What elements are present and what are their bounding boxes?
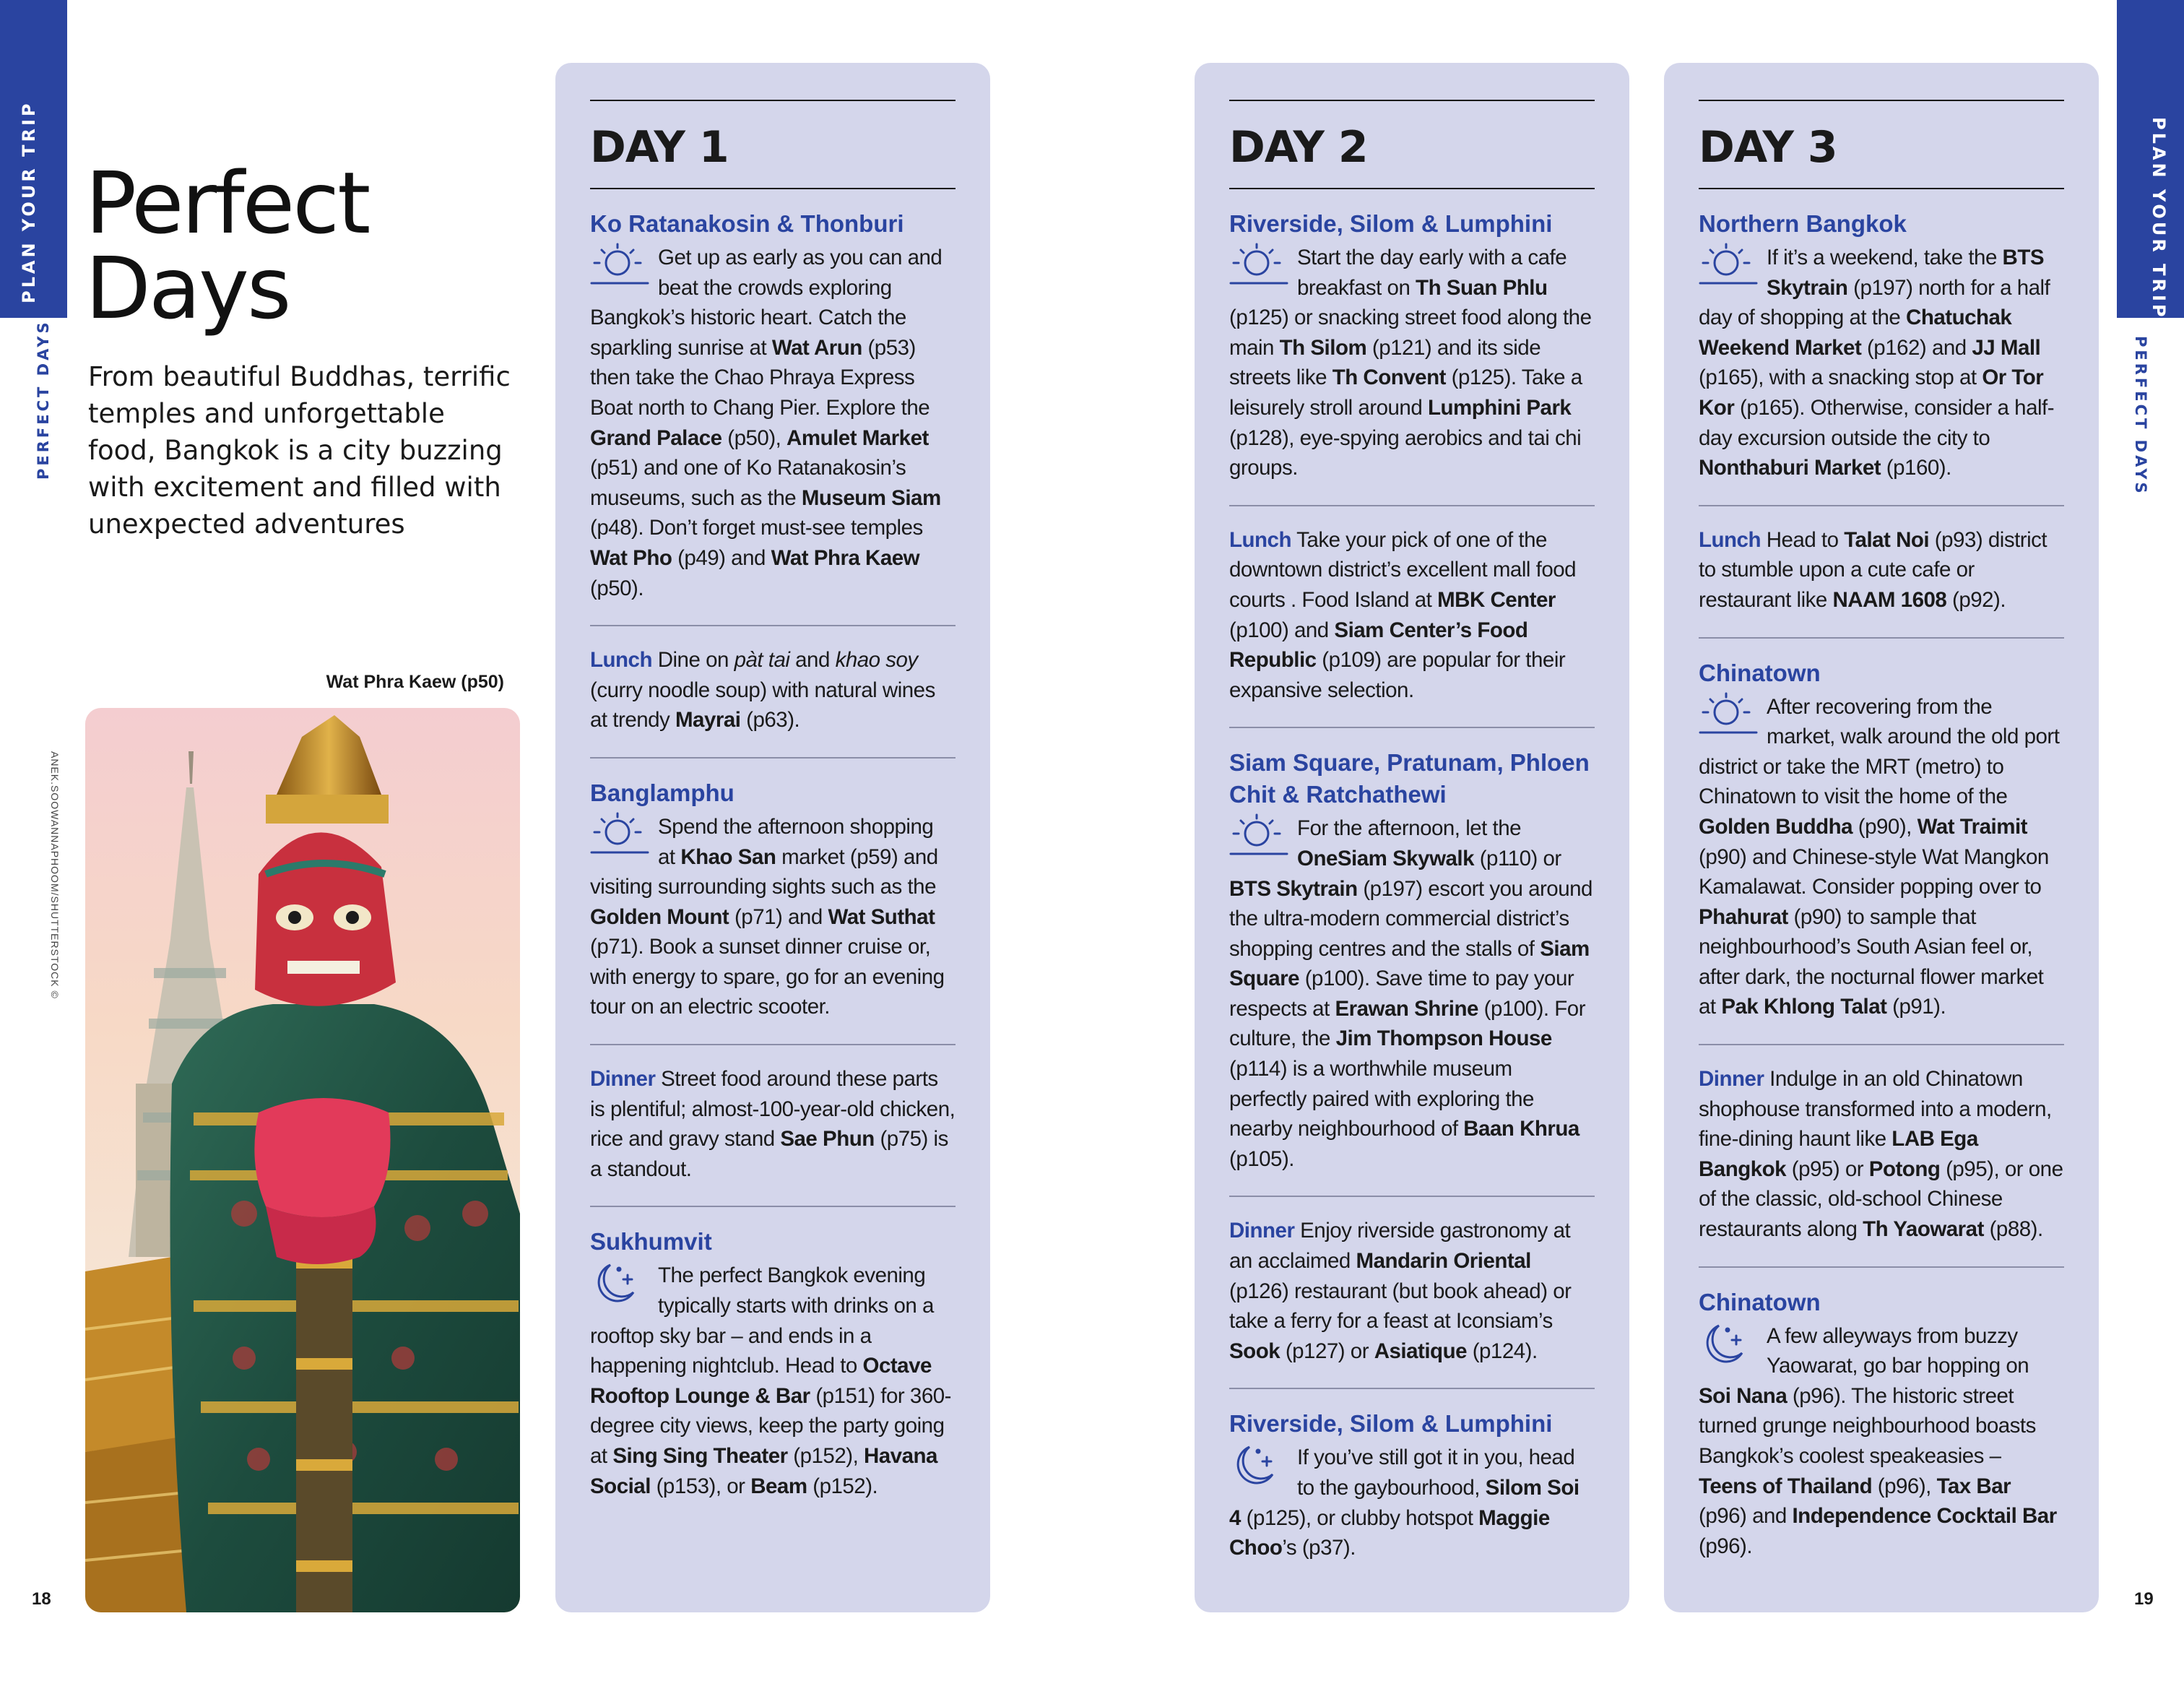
meal-section	[1229, 506, 1595, 729]
itinerary-section	[1699, 639, 2064, 1046]
sun-icon	[590, 241, 649, 288]
sun-icon	[1229, 241, 1288, 288]
sun-icon	[1229, 812, 1288, 858]
itinerary-section	[590, 189, 956, 626]
sun-icon	[590, 811, 649, 857]
itinerary-section	[1699, 189, 2064, 506]
meal-section	[1699, 506, 2064, 639]
area-heading: Northern Bangkok	[1699, 210, 1907, 237]
day-heading: DAY 1	[590, 101, 956, 189]
section-text: A few alleyways from buzzy Yaowarat, go bar hopping on Soi Nana (p96). The historic street turned grunge neighbourhood boasts Bangkok’s coolest speakeasies – Teens of Thailand (p96), Tax Bar (p96) and Independence Cocktail Bar (p96).	[1699, 1321, 2064, 1562]
left-section-tab	[0, 0, 67, 318]
section-text: Start the day early with a cafe breakfast on Th Suan Phlu (p125) or snacking street food along the main Th Silom (p121) and its side streets like Th Convent (p125). Take a leisurely stroll around Lumphini Park (p128), eye-spying aerobics and tai chi groups.	[1229, 243, 1595, 483]
area-heading: Riverside, Silom & Lumphini	[1229, 1410, 1553, 1438]
meal-section	[590, 626, 956, 759]
page-number-right: 19	[2134, 1589, 2154, 1609]
meal-label: Dinner	[590, 1067, 656, 1092]
section-text: Lunch Dine on pàt tai and khao soy (curry noodle soup) with natural wines at trendy Mayrai (p63).	[590, 648, 935, 733]
area-heading: Chinatown	[1699, 659, 1821, 686]
day-2-panel	[1195, 63, 1629, 1612]
section-text: If it’s a weekend, take the BTS Skytrain (p197) north for a half day of shopping at the Chatuchak Weekend Market (p162) and JJ Mall (p165), with a snacking stop at Or Tor Kor (p165). Otherwise, consider a half-day excursion outside the city to Nonthaburi Market (p160).	[1699, 243, 2064, 483]
meal-section	[590, 1045, 956, 1207]
area-heading: Sukhumvit	[590, 1228, 712, 1256]
area-heading: Ko Ratanakosin & Thonburi	[590, 210, 904, 237]
section-text: Lunch Take your pick of one of the downtown district’s excellent mall food courts . Food Island at MBK Center (p100) and Siam Center’s Food Republic (p109) are popular for their expansive selection.	[1229, 527, 1577, 702]
photo-caption: Wat Phra Kaew (p50)	[326, 672, 504, 692]
wat-phra-kaew-photo	[85, 708, 520, 1612]
day-2-content	[1229, 100, 1595, 1585]
day-heading: DAY 3	[1699, 101, 2064, 189]
area-heading: Riverside, Silom & Lumphini	[1229, 210, 1553, 237]
meal-label: Lunch	[1229, 527, 1291, 552]
left-tab-label: PLAN YOUR TRIP	[19, 100, 39, 303]
intro-text: From beautiful Buddhas, terrific temples and unforgettable food, Bangkok is a city buzzing with excitement and filled with unexpected adventures	[88, 361, 511, 540]
itinerary-section	[1699, 1268, 2064, 1583]
section-text: Lunch Head to Talat Noi (p93) district to stumble upon a cute cafe or restaurant like NAAM 1608 (p92).	[1699, 527, 2048, 612]
day-3-content	[1699, 100, 2064, 1583]
section-text: Dinner Enjoy riverside gastronomy at an acclaimed Mandarin Oriental (p126) restaurant (but book ahead) or take a ferry for a feast at Iconsiam’s Sook (p127) or Asiatique (p124).	[1229, 1219, 1572, 1363]
right-chapter-label: PERFECT DAYS	[2132, 336, 2149, 496]
section-text: Dinner Indulge in an old Chinatown shophouse transformed into a modern, fine-dining haunt like LAB Ega Bangkok (p95) or Potong (p95), or one of the classic, old-school Chinese restaurants along Th Yaowarat (p88).	[1699, 1067, 2063, 1242]
meal-label: Dinner	[1229, 1219, 1295, 1243]
section-text: Get up as early as you can and beat the crowds exploring Bangkok’s historic heart. Catch the sparkling sunrise at Wat Arun (p53) then take the Chao Phraya Express Boat north to Chang Pier. Explore the Grand Palace (p50), Amulet Market (p51) and one of Ko Ratanakosin’s museums, such as the Museum Siam (p48). Don’t forget must-see temples Wat Pho (p49) and Wat Phra Kaew (p50).	[590, 243, 956, 603]
section-text: Spend the afternoon shopping at Khao San market (p59) and visiting surrounding sights such as the Golden Mount (p71) and Wat Suthat (p71). Book a sunset dinner cruise or, with energy to spare, go for an evening tour on an electric scooter.	[590, 812, 956, 1022]
itinerary-section	[1229, 728, 1595, 1197]
section-text: If you’ve still got it in you, head to the gaybourhood, Silom Soi 4 (p125), or clubby hotspot Maggie Choo’s (p37).	[1229, 1443, 1595, 1563]
section-text: Dinner Street food around these parts is plentiful; almost-100-year-old chicken, rice and gravy stand Sae Phun (p75) is a standout.	[590, 1067, 956, 1181]
itinerary-section	[1229, 189, 1595, 506]
day-1-panel	[555, 63, 990, 1612]
right-tab-label: PLAN YOUR TRIP	[2149, 117, 2169, 320]
left-chapter-label: PERFECT DAYS	[35, 319, 52, 480]
meal-section	[1229, 1197, 1595, 1389]
section-text: After recovering from the market, walk around the old port district or take the MRT (metro) to Chinatown to visit the home of the Golden Buddha (p90), Wat Traimit (p90) and Chinese-style Wat Mangkon Kamalawat. Consider popping over to Phahurat (p90) to sample that neighbourhood’s South Asian feel or, after dark, the nocturnal flower market at Pak Khlong Talat (p91).	[1699, 692, 2064, 1023]
meal-label: Lunch	[1699, 527, 1761, 552]
moon-icon	[1699, 1320, 1758, 1366]
day-3-panel	[1664, 63, 2099, 1612]
moon-icon	[1229, 1441, 1288, 1487]
photo-credit: ANEK.SOOWANNAPHOOM/SHUTTERSTOCK ©	[49, 751, 61, 999]
title-line-2: Days	[85, 238, 290, 338]
area-heading: Chinatown	[1699, 1288, 1821, 1315]
sun-icon	[1699, 691, 1758, 737]
meal-label: Lunch	[590, 648, 652, 673]
moon-icon	[590, 1259, 649, 1305]
page-title	[85, 153, 369, 338]
meal-label: Dinner	[1699, 1067, 1764, 1092]
page-number-left: 18	[32, 1589, 51, 1609]
area-heading: Banglamphu	[590, 779, 734, 806]
title-line-1: Perfect	[85, 153, 369, 253]
section-text: For the afternoon, let the OneSiam Skywalk (p110) or BTS Skytrain (p197) escort you around the ultra-modern commercial district’s shopping centres and the stalls of Siam Square (p100). Save time to pay your respects at Erawan Shrine (p100). For culture, the Jim Thompson House (p114) is a worthwhile museum perfectly paired with exploring the nearby neighbourhood of Baan Khrua (p105).	[1229, 813, 1595, 1174]
itinerary-section	[590, 1207, 956, 1523]
itinerary-section	[590, 759, 956, 1045]
meal-section	[1699, 1045, 2064, 1268]
day-1-content	[590, 100, 956, 1523]
section-text: The perfect Bangkok evening typically starts with drinks on a rooftop sky bar – and ends in a happening nightclub. Head to Octave Rooftop Lounge & Bar (p151) for 360-degree city views, keep the party going at Sing Sing Theater (p152), Havana Social (p153), or Beam (p152).	[590, 1261, 956, 1501]
itinerary-section	[1229, 1389, 1595, 1584]
sun-icon	[1699, 241, 1758, 288]
day-heading: DAY 2	[1229, 101, 1595, 189]
right-section-tab	[2117, 0, 2184, 318]
area-heading: Siam Square, Pratunam, Phloen Chit & Ratchathewi	[1229, 749, 1590, 808]
